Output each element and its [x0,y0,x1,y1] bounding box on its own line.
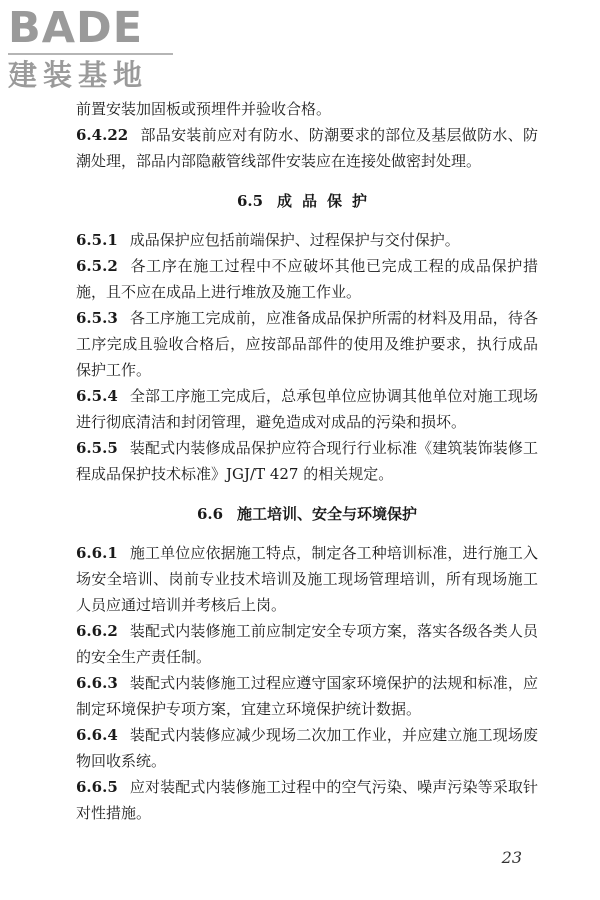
section-number: 6.5 [236,192,264,210]
clause-text: 装配式内装修施工前应制定安全专项方案，落实各级各类人员的安全生产责任制。 [76,622,538,666]
clause-number: 6.6.2 [76,622,118,640]
clause-6-5-5 [76,435,538,487]
clause-text: 前置安装加固板或预埋件并验收合格。 [76,100,332,118]
section-heading-6-6 [76,501,538,527]
clause-6-5-3 [76,305,538,383]
logo-wordmark: BADE [8,3,144,53]
clause-continuation [76,96,538,122]
document-body [76,96,538,826]
clause-6-6-4 [76,722,538,774]
clause-6-6-1 [76,540,538,618]
clause-text: 全部工序施工完成后，总承包单位应协调其他单位对施工现场进行彻底清洁和封闭管理，避免造成对成品的污染和损坏。 [76,387,538,431]
page-number: 23 [501,848,522,867]
clause-number: 6.5.3 [76,309,118,327]
clause-6-5-4 [76,383,538,435]
bade-logo [8,4,183,95]
clause-6-5-1 [76,227,538,253]
section-number: 6.6 [196,505,224,523]
clause-text: 施工单位应依据施工特点，制定各工种培训标准，进行施工入场安全培训、岗前专业技术培训及施工现场管理培训，所有现场施工人员应通过培训并考核后上岗。 [76,544,538,614]
clause-text: 装配式内装修应减少现场二次加工作业，并应建立施工现场废物回收系统。 [76,726,538,770]
clause-number: 6.5.1 [76,231,118,249]
clause-6-6-5 [76,774,538,826]
clause-number: 6.5.4 [76,387,118,405]
clause-number: 6.6.1 [76,544,118,562]
clause-number: 6.5.5 [76,439,118,457]
clause-number: 6.6.5 [76,778,118,796]
clause-text: 各工序施工完成前，应准备成品保护所需的材料及用品，待各工序完成且验收合格后，应按部品部件的使用及维护要求，执行成品保护工作。 [76,309,538,379]
logo-subtitle: 建装基地 [8,58,149,92]
section-heading-6-5 [76,188,538,214]
clause-text: 各工序在施工过程中不应破坏其他已完成工程的成品保护措施，且不应在成品上进行堆放及施工作业。 [76,257,538,301]
clause-text: 部品安装前应对有防水、防潮要求的部位及基层做防水、防潮处理，部品内部隐蔽管线部件安装应在连接处做密封处理。 [76,126,538,170]
clause-number: 6.6.4 [76,726,118,744]
clause-text: 成品保护应包括前端保护、过程保护与交付保护。 [129,231,460,249]
clause-number: 6.5.2 [76,257,118,275]
clause-6-6-2 [76,618,538,670]
clause-number: 6.4.22 [76,126,129,144]
clause-text: 装配式内装修施工过程应遵守国家环境保护的法规和标准，应制定环境保护专项方案，宜建立环境保护统计数据。 [76,674,538,718]
clause-text: 装配式内装修成品保护应符合现行行业标准《建筑装饰装修工程成品保护技术标准》JGJ/T 427 的相关规定。 [76,439,538,483]
clause-6-6-3 [76,670,538,722]
section-title: 成品保护 [277,192,378,210]
clause-text: 应对装配式内装修施工过程中的空气污染、噪声污染等采取针对性措施。 [76,778,538,822]
clause-6-5-2 [76,253,538,305]
clause-6-4-22 [76,122,538,174]
section-title: 施工培训、安全与环境保护 [237,505,418,523]
clause-number: 6.6.3 [76,674,118,692]
